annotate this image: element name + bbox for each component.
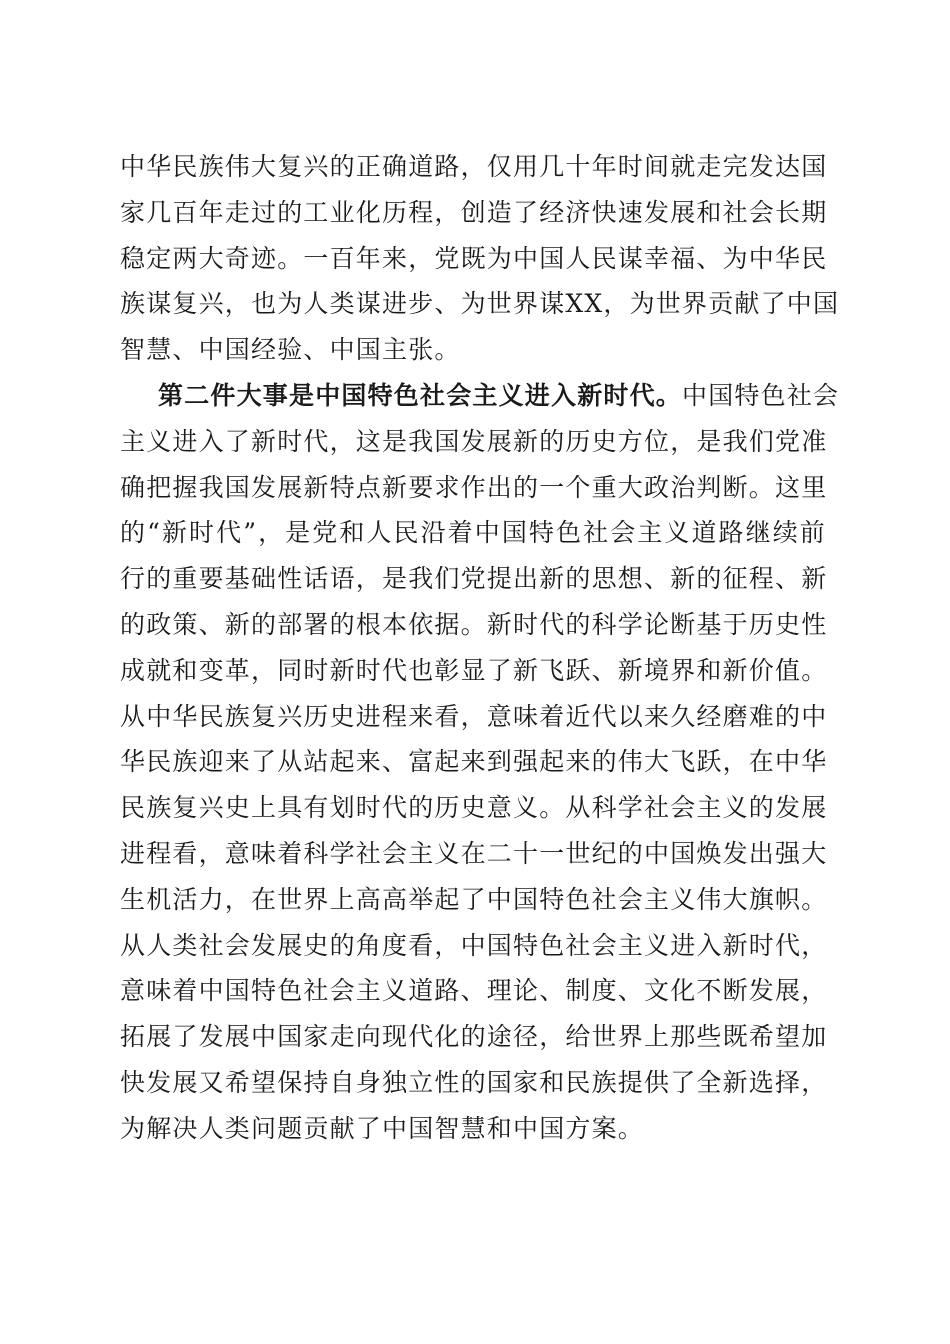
- text-line: 从中华民族复兴历史进程来看，意味着近代以来久经磨难的中: [120, 701, 828, 731]
- text-line: 稳定两大奇迹。一百年来，党既为中国人民谋幸福、为中华民: [120, 243, 828, 273]
- text-line: 华民族迎来了从站起来、富起来到强起来的伟大飞跃，在中华: [120, 747, 828, 777]
- paragraph-lead-sentence: 第二件大事是中国特色社会主义进入新时代。: [158, 380, 683, 410]
- document-page: [120, 144, 840, 1152]
- paragraph-1: [120, 144, 840, 373]
- text-line: 族谋复兴，也为人类谋进步、为世界谋XX，为世界贡献了中国: [120, 289, 840, 319]
- text-line: 的政策、新的部署的根本依据。新时代的科学论断基于历史性: [120, 609, 828, 639]
- text-line: 快发展又希望保持自身独立性的国家和民族提供了全新选择，: [120, 1067, 828, 1097]
- text-line: 中华民族伟大复兴的正确道路，仅用几十年时间就走完发达国: [120, 152, 828, 181]
- text-line: 民族复兴史上具有划时代的历史意义。从科学社会主义的发展: [120, 793, 828, 823]
- text-line: 行的重要基础性话语，是我们党提出新的思想、新的征程、新: [120, 564, 828, 594]
- text-line: 从人类社会发展史的角度看，中国特色社会主义进入新时代，: [120, 930, 828, 960]
- text-line: 确把握我国发展新特点新要求作出的一个重大政治判断。这里: [120, 472, 828, 502]
- text-line: 智慧、中国经验、中国主张。: [120, 335, 461, 365]
- text-line: 为解决人类问题贡献了中国智慧和中国方案。: [120, 1113, 645, 1143]
- text-line: 主义进入了新时代，这是我国发展新的历史方位，是我们党准: [120, 426, 828, 456]
- text-line: 进程看，意味着科学社会主义在二十一世纪的中国焕发出强大: [120, 838, 828, 868]
- text-line: 的“新时代”，是党和人民沿着中国特色社会主义道路继续前: [120, 518, 826, 548]
- text-line: 生机活力，在世界上高高举起了中国特色社会主义伟大旗帜。: [120, 884, 828, 914]
- text-line: 成就和变革，同时新时代也彰显了新飞跃、新境界和新价值。: [120, 655, 828, 685]
- text-line: 意味着中国特色社会主义道路、理论、制度、文化不断发展，: [120, 976, 828, 1006]
- text-line: 家几百年走过的工业化历程，创造了经济快速发展和社会长期: [120, 197, 828, 227]
- paragraph-2-first-line: [120, 373, 840, 419]
- text-line: 拓展了发展中国家走向现代化的途径，给世界上那些既希望加: [120, 1022, 828, 1052]
- paragraph-2: [120, 373, 840, 1152]
- text-segment: 中国特色社会: [682, 380, 840, 410]
